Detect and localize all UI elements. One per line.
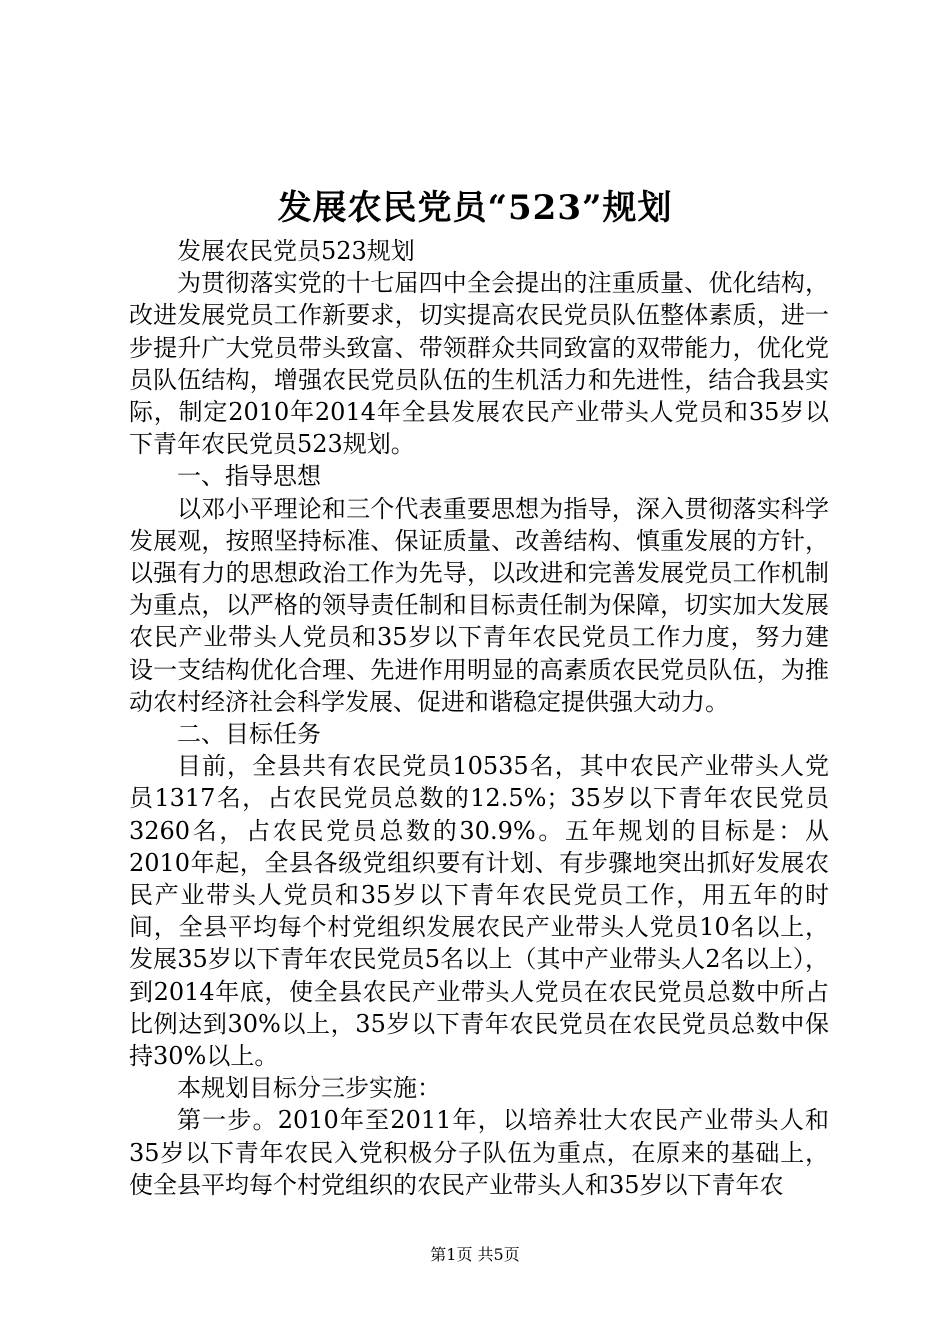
- paragraph-step-one: 第一步。2010年至2011年，以培养壮大农民产业带头人和35岁以下青年农民入党积极分子队伍为重点，在原来的基础上，使全县平均每个村党组织的农民产业带头人和35岁以下青年农: [129, 1106, 829, 1199]
- paragraph-intro: 为贯彻落实党的十七届四中全会提出的注重质量、优化结构，改进发展党员工作新要求，切实提高农民党员队伍整体素质，进一步提升广大党员带头致富、带领群众共同致富的双带能力，优化党员队伍结构，增强农民党员队伍的生机活力和先进性，结合我县实际，制定2010年2014年全县发展农民产业带头人党员和35岁以下青年农民党员523规划。: [129, 269, 829, 459]
- document-title: 发展农民党员“523”规划: [277, 188, 673, 228]
- section-heading-goals: 二、目标任务: [177, 720, 321, 749]
- paragraph-three-steps: 本规划目标分三步实施：: [177, 1074, 441, 1103]
- paragraph-guiding-ideology: 以邓小平理论和三个代表重要思想为指导，深入贯彻落实科学发展观，按照坚持标准、保证质量、改善结构、慎重发展的方针，以强有力的思想政治工作为先导，以改进和完善发展党员工作机制为重点，以严格的领导责任制和目标责任制为保障，切实加大发展农民产业带头人党员和35岁以下青年农民党员工作力度，努力建设一支结构优化合理、先进作用明显的高素质农民党员队伍，为推动农村经济社会科学发展、促进和谐稳定提供强大动力。: [129, 494, 829, 716]
- paragraph-subtitle: 发展农民党员523规划: [177, 237, 415, 265]
- section-heading-guiding-ideology: 一、指导思想: [177, 462, 321, 491]
- document-body: [129, 235, 829, 1201]
- paragraph-goals: 目前，全县共有农民党员10535名，其中农民产业带头人党员1317名，占农民党员总数的12.5%；35岁以下青年农民党员3260名，占农民党员总数的30.9%。五年规划的目标是：从2010年起，全县各级党组织要有计划、有步骤地突出抓好发展农民产业带头人党员和35岁以下青年农民党员工作，用五年的时间，全县平均每个村党组织发展农民产业带头人党员10名以上，发展35岁以下青年农民党员5名以上（其中产业带头人2名以上），到2014年底，使全县农民产业带头人党员在农民党员总数中所占比例达到30%以上，35岁以下青年农民党员在农民党员总数中保持30%以上。: [129, 752, 829, 1071]
- page-footer: 第1页 共5页: [430, 1245, 520, 1264]
